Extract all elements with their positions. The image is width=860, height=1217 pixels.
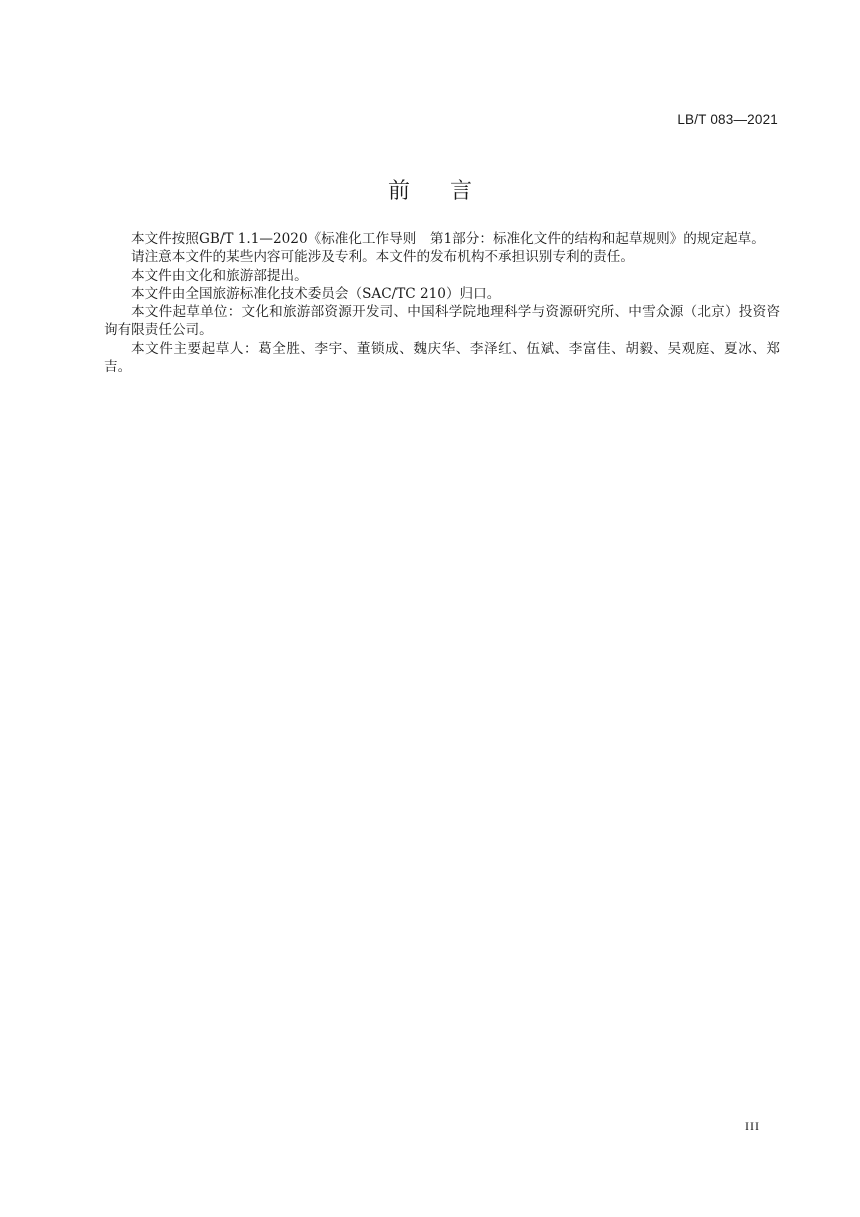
page-number: III	[745, 1119, 760, 1133]
paragraph-drafters: 本文件主要起草人：葛全胜、李宇、董锁成、魏庆华、李泽红、伍斌、李富佳、胡毅、吴观庭、夏冰、郑吉。	[104, 340, 780, 376]
foreword-body	[104, 230, 780, 376]
paragraph-drafting-basis: 本文件按照GB/T 1.1—2020《标准化工作导则 第1部分：标准化文件的结构和起草规则》的规定起草。	[131, 231, 765, 247]
paragraph-technical-committee: 本文件由全国旅游标准化技术委员会（SAC/TC 210）归口。	[131, 285, 501, 302]
standard-code: LB/T 083—2021	[677, 112, 778, 127]
paragraph-drafting-organizations: 本文件起草单位：文化和旅游部资源开发司、中国科学院地理科学与资源研究所、中雪众源（北京）投资咨询有限责任公司。	[104, 304, 780, 339]
paragraph-patent-notice: 请注意本文件的某些内容可能涉及专利。本文件的发布机构不承担识别专利的责任。	[131, 249, 634, 266]
paragraph-proposer: 本文件由文化和旅游部提出。	[131, 267, 308, 284]
page-title: 前言	[387, 179, 512, 204]
